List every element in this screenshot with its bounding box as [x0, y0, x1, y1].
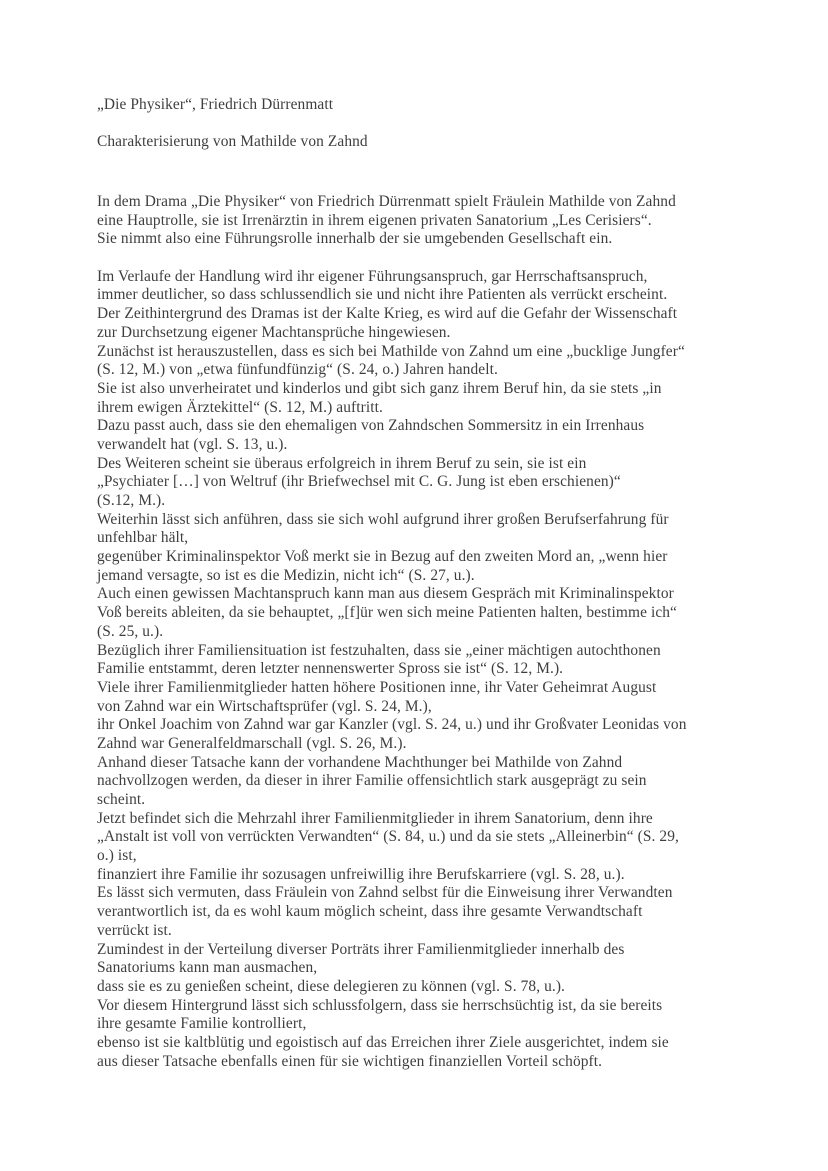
- text-line: Es lässt sich vermuten, dass Fräulein von Zahnd selbst für die Einweisung ihrer Verwandten: [97, 884, 673, 902]
- blank-line: [97, 115, 757, 134]
- text-line: [97, 249, 797, 268]
- text-line: Sanatoriums kann man ausmachen,: [97, 959, 318, 977]
- text-line: Zumindest in der Verteilung diverser Porträts ihrer Familienmitglieder innerhalb des: [97, 940, 625, 958]
- text-line: Anhand dieser Tatsache kann der vorhandene Machthunger bei Mathilde von Zahnd: [97, 753, 623, 771]
- text-line: ihrem ewigen Ärztekittel“ (S. 12, M.) auftritt.: [97, 398, 383, 416]
- text-line: (S. 12, M.) von „etwa fünfundfünzig“ (S. 24, o.) Jahren handelt.: [97, 361, 498, 379]
- text-line: Sie ist also unverheiratet und kinderlos und gibt sich ganz ihrem Beruf hin, da sie stets „in: [97, 379, 662, 397]
- text-line: aus dieser Tatsache ebenfalls einen für sie wichtigen finanziellen Vorteil schöpft.: [97, 1052, 603, 1070]
- text-line: dass sie es zu genießen scheint, diese delegieren zu können (vgl. S. 78, u.).: [97, 977, 566, 995]
- text-line: ebenso ist sie kaltblütig und egoistisch auf das Erreichen ihrer Ziele ausgerichtet, indem sie: [97, 1033, 669, 1051]
- text-line: Familie entstammt, deren letzter nennenswerter Spross sie ist“ (S. 12, M.).: [97, 660, 564, 678]
- text-line: verantwortlich ist, da es wohl kaum möglich scheint, dass ihre gesamte Verwandtschaft: [97, 903, 643, 921]
- text-line: (S.12, M.).: [97, 492, 166, 509]
- text-line: Im Verlaufe der Handlung wird ihr eigener Führungsanspruch, gar Herrschaftsanspruch,: [97, 267, 648, 285]
- document-title-line: „Die Physiker“, Friedrich Dürrenmatt: [97, 96, 334, 113]
- text-line: ihre gesamte Familie kontrolliert,: [97, 1015, 307, 1033]
- text-line: nachvollzogen werden, da dieser in ihrer Familie offensichtlich stark ausgeprägt zu sein: [97, 772, 647, 790]
- text-line: eine Hauptrolle, sie ist Irrenärztin in ihrem eigenen privaten Sanatorium „Les Cerisiers“.: [97, 211, 652, 229]
- text-line: jemand versagte, so ist es die Medizin, nicht ich“ (S. 27, u.).: [97, 566, 475, 584]
- text-line: o.) ist,: [97, 847, 137, 865]
- document-body: [97, 193, 797, 1071]
- text-line: Weiterhin lässt sich anführen, dass sie sich wohl aufgrund ihrer großen Berufserfahrung für: [97, 510, 669, 528]
- text-line: Jetzt befindet sich die Mehrzahl ihrer Familienmitglieder in ihrem Sanatorium, denn ihre: [97, 809, 653, 827]
- text-line: „Anstalt ist voll von verrückten Verwandten“ (S. 84, u.) und da sie stets „Alleinerbin“ (S. 29,: [97, 828, 679, 846]
- text-line: unfehlbar hält,: [97, 529, 189, 547]
- text-line: „Psychiater […] von Weltruf (ihr Briefwechsel mit C. G. Jung ist eben erschienen)“: [97, 473, 621, 491]
- text-line: Vor diesem Hintergrund lässt sich schlussfolgern, dass sie herrschsüchtig ist, da sie bereits: [97, 996, 663, 1014]
- text-line: scheint.: [97, 791, 146, 808]
- text-line: Der Zeithintergrund des Dramas ist der Kalte Krieg, es wird auf die Gefahr der Wissenschaft: [97, 305, 678, 323]
- text-line: Dazu passt auch, dass sie den ehemaligen von Zahndschen Sommersitz in ein Irrenhaus: [97, 417, 645, 435]
- text-line: Viele ihrer Familienmitglieder hatten höhere Positionen inne, ihr Vater Geheimrat August: [97, 678, 657, 696]
- text-line: gegenüber Kriminalinspektor Voß merkt sie in Bezug auf den zweiten Mord an, „wenn hier: [97, 548, 668, 566]
- text-line: verrückt ist.: [97, 921, 172, 939]
- text-line: (S. 25, u.).: [97, 622, 164, 640]
- text-line: zur Durchsetzung eigener Machtansprüche hingewiesen.: [97, 323, 451, 341]
- text-line: Des Weiteren scheint sie überaus erfolgreich in ihrem Beruf zu sein, sie ist ein: [97, 454, 587, 472]
- text-line: Zahnd war Generalfeldmarschall (vgl. S. 26, M.).: [97, 734, 407, 752]
- text-line: ihr Onkel Joachim von Zahnd war gar Kanzler (vgl. S. 24, u.) und ihr Großvater Leonidas von: [97, 716, 687, 734]
- text-line: von Zahnd war ein Wirtschaftsprüfer (vgl. S. 24, M.),: [97, 697, 432, 715]
- text-line: immer deutlicher, so dass schlussendlich sie und nicht ihre Patienten als verrückt erscheint.: [97, 286, 668, 304]
- text-line: verwandelt hat (vgl. S. 13, u.).: [97, 435, 288, 453]
- text-line: Voß bereits ableiten, da sie behauptet, „[f]ür wen sich meine Patienten halten, bestimme ich“: [97, 604, 677, 622]
- text-line: In dem Drama „Die Physiker“ von Friedrich Dürrenmatt spielt Fräulein Mathilde von Zahnd: [97, 193, 676, 210]
- text-line: Bezüglich ihrer Familiensituation ist festzuhalten, dass sie „einer mächtigen autochthonen: [97, 641, 661, 659]
- document-header: [97, 96, 757, 152]
- text-line: Auch einen gewissen Machtanspruch kann man aus diesem Gespräch mit Kriminalinspektor: [97, 585, 674, 603]
- text-line: finanziert ihre Familie ihr sozusagen unfreiwillig ihre Berufskarriere (vgl. S. 28, u.).: [97, 865, 625, 883]
- text-line: Sie nimmt also eine Führungsrolle innerhalb der sie umgebenden Gesellschaft ein.: [97, 230, 613, 248]
- document-subtitle-line: Charakterisierung von Mathilde von Zahnd: [97, 133, 368, 151]
- text-line: Zunächst ist herauszustellen, dass es sich bei Mathilde von Zahnd um eine „bucklige Jungfer“: [97, 342, 685, 360]
